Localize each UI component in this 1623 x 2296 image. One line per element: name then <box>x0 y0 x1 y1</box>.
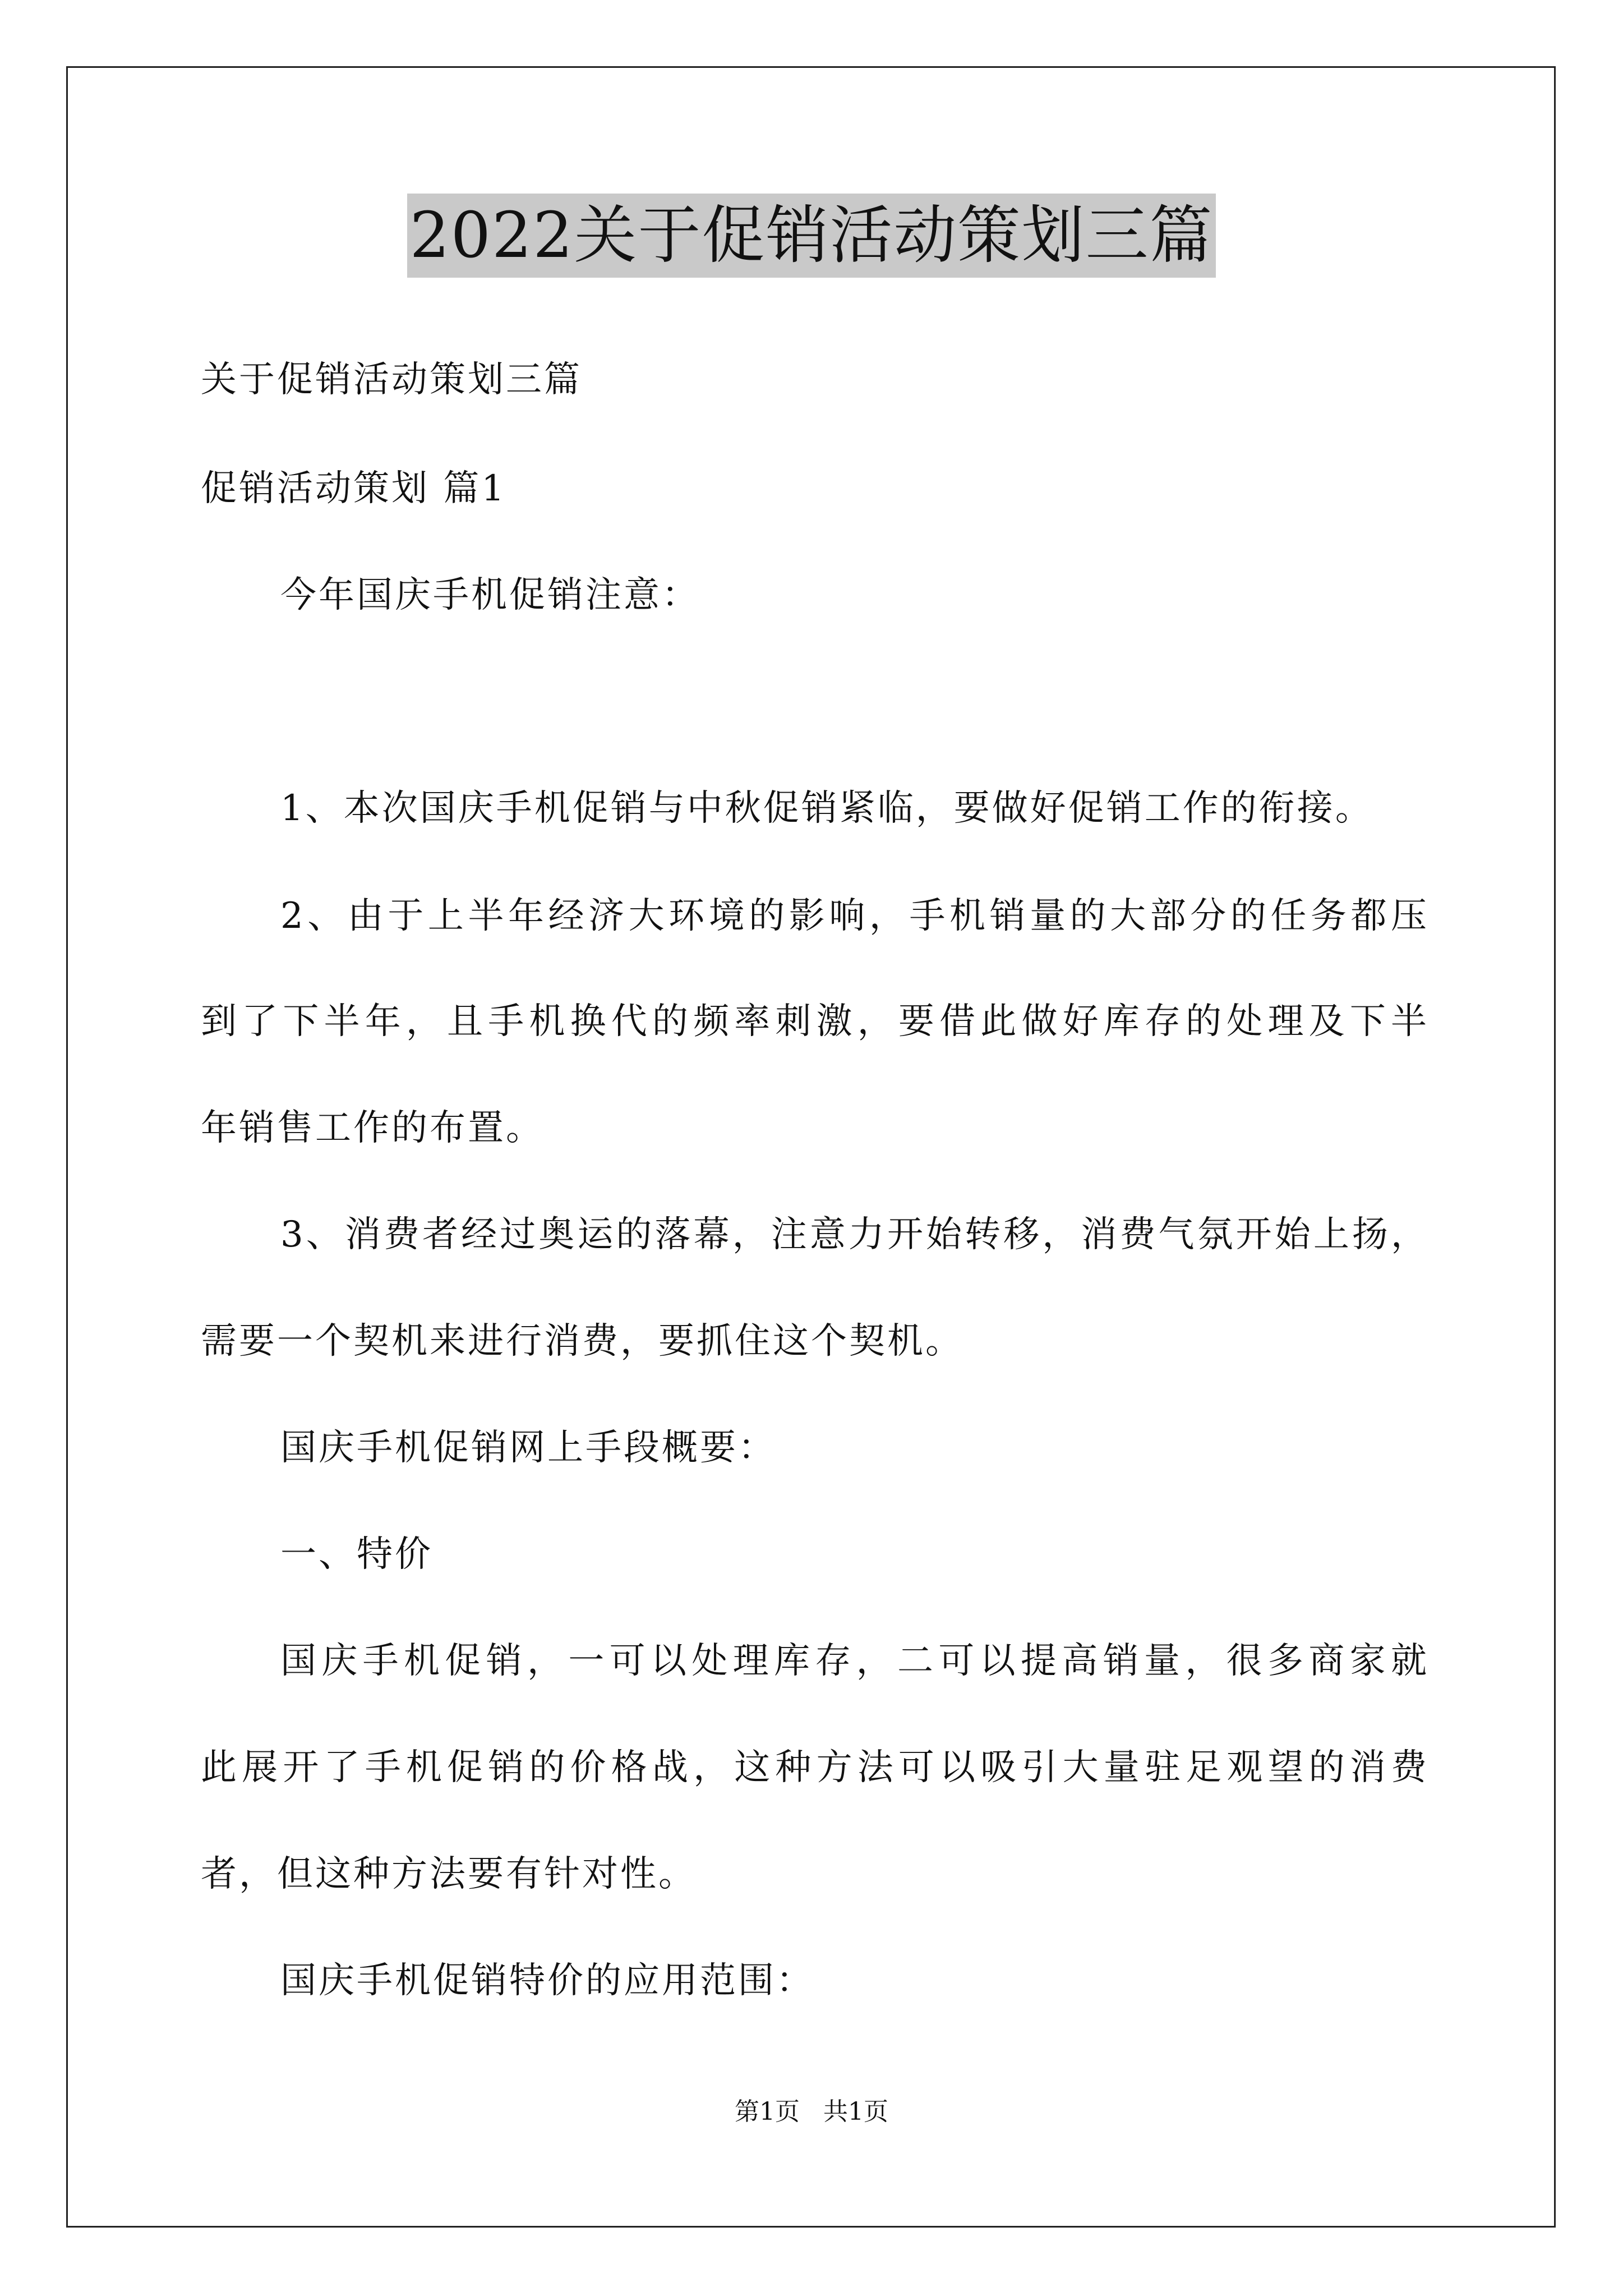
paragraph-line: 国庆手机促销网上手段概要： <box>280 1427 776 1469</box>
document-title: 2022关于促销活动策划三篇 <box>407 194 1215 278</box>
paragraph-line: 1、本次国庆手机促销与中秋促销紧临，要做好促销工作的衔接。 <box>280 788 1373 829</box>
paragraph-line: 需要一个契机来进行消费，要抓住这个契机。 <box>201 1320 963 1362</box>
page-total: 共1页 <box>823 2097 888 2126</box>
paragraph-line: 者，但这种方法要有针对性。 <box>201 1853 697 1895</box>
page-footer <box>0 2095 1623 2129</box>
paragraph-line: 国庆手机促销特价的应用范围： <box>280 1960 814 2001</box>
section-heading: 促销活动策划 篇1 <box>201 468 507 509</box>
page-number: 第1页 <box>735 2097 800 2126</box>
paragraph-line: 今年国庆手机促销注意： <box>280 574 700 616</box>
paragraph-line: 此展开了手机促销的价格战，这种方法可以吸引大量驻足观望的消费 <box>201 1747 1429 1788</box>
document-subtitle: 关于促销活动策划三篇 <box>201 359 582 401</box>
paragraph-line: 年销售工作的布置。 <box>201 1107 544 1149</box>
paragraph-line: 国庆手机促销，一可以处理库存，二可以提高销量，很多商家就 <box>280 1640 1429 1682</box>
title-container <box>0 194 1623 278</box>
paragraph-line: 一、特价 <box>280 1534 433 1575</box>
paragraph-line: 到了下半年，且手机换代的频率刺激，要借此做好库存的处理及下半 <box>201 1001 1429 1042</box>
paragraph-line: 3、消费者经过奥运的落幕，注意力开始转移，消费气氛开始上扬， <box>280 1214 1429 1255</box>
paragraph-line: 2、由于上半年经济大环境的影响，手机销量的大部分的任务都压 <box>280 895 1429 937</box>
